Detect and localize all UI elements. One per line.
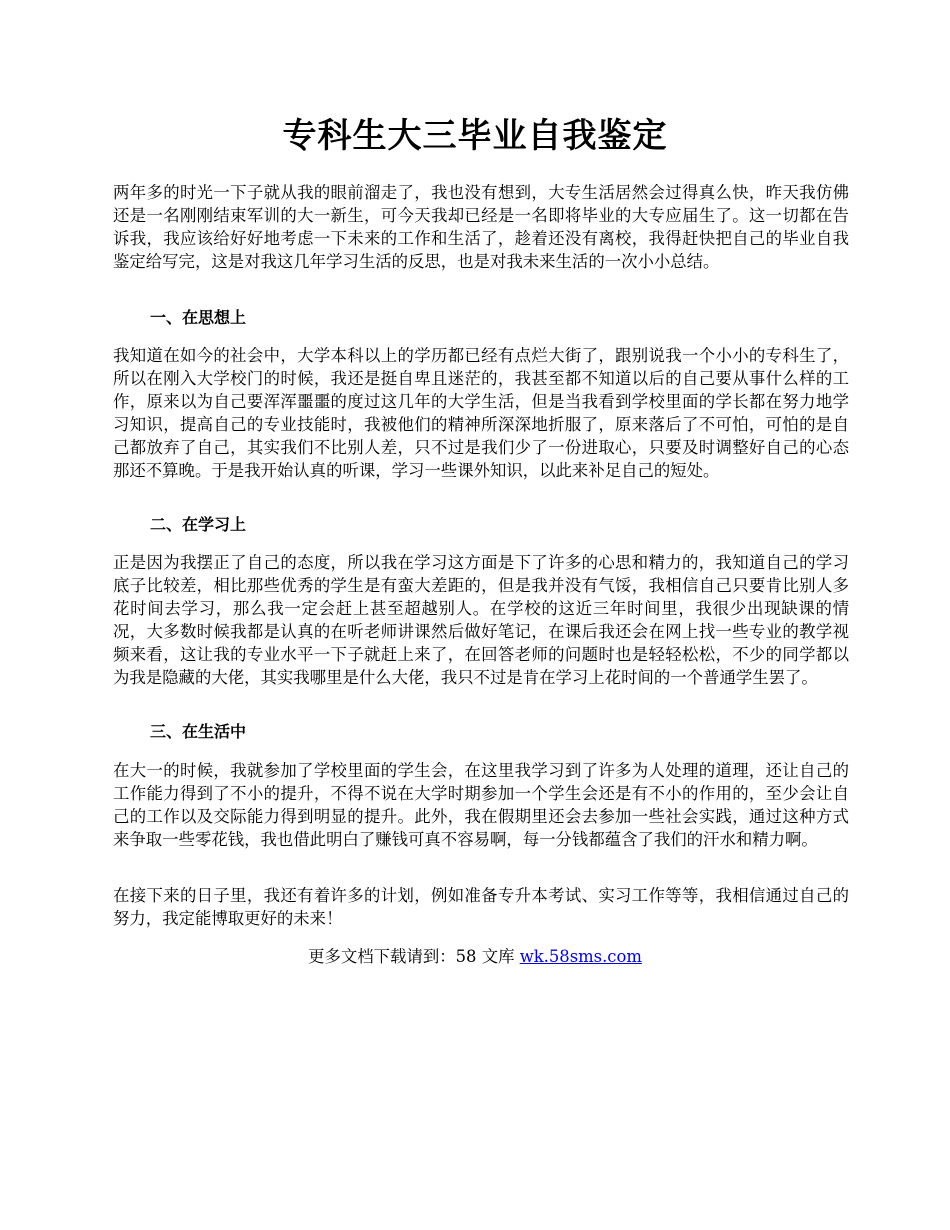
- closing-paragraph: 在接下来的日子里，我还有着许多的计划，例如准备专升本考试、实习工作等等，我相信通过自己的努力，我定能博取更好的未来！: [113, 886, 849, 928]
- document-title: 专科生大三毕业自我鉴定: [282, 116, 668, 156]
- section-heading-study: 二、在学习上: [150, 515, 247, 534]
- footer-link[interactable]: wk.58sms.com: [519, 947, 642, 966]
- section-body-thought: 我知道在如今的社会中，大学本科以上的学历都已经有点烂大街了，跟别说我一个小小的专科生了，所以在刚入大学校门的时候，我还是挺自卑且迷茫的，我甚至都不知道以后的自己要从事什么样的工作，原来以为自己要浑浑噩噩的度过这几年的大学生活，但是当我看到学校里面的学长都在努力地学习知识，提高自己的专业技能时，我被他们的精神所深深地折服了，原来落后了不可怕，可怕的是自己都放弃了自己，其实我们不比别人差，只不过是我们少了一份进取心，只要及时调整好自己的心态那还不算晚。于是我开始认真的听课，学习一些课外知识，以此来补足自己的短处。: [113, 346, 849, 480]
- section-heading-life: 三、在生活中: [150, 722, 247, 741]
- section-body-study: 正是因为我摆正了自己的态度，所以我在学习这方面是下了许多的心思和精力的，我知道自己的学习底子比较差，相比那些优秀的学生是有蛮大差距的，但是我并没有气馁，我相信自己只要肯比别人多花时间去学习，那么我一定会赶上甚至超越别人。在学校的这近三年时间里，我很少出现缺课的情况，大多数时候我都是认真的在听老师讲课然后做好笔记，在课后我还会在网上找一些专业的教学视频来看，这让我的专业水平一下子就赶上来了，在回答老师的问题时也是轻轻松松，不少的同学都以为我是隐藏的大佬，其实我哪里是什么大佬，我只不过是肯在学习上花时间的一个普通学生罢了。: [113, 553, 849, 687]
- footer-text: 更多文档下载请到：58 文库: [308, 947, 520, 966]
- footer-line: [0, 945, 950, 969]
- section-heading-thought: 一、在思想上: [150, 308, 247, 327]
- intro-paragraph: 两年多的时光一下子就从我的眼前溜走了，我也没有想到，大专生活居然会过得真么快，昨天我仿佛还是一名刚刚结束军训的大一新生，可今天我却已经是一名即将毕业的大专应届生了。这一切都在告诉我，我应该给好好地考虑一下未来的工作和生活了，趁着还没有离校，我得赶快把自己的毕业自我鉴定给写完，这是对我这几年学习生活的反思，也是对我未来生活的一次小小总结。: [113, 183, 849, 271]
- section-body-life: 在大一的时候，我就参加了学校里面的学生会，在这里我学习到了许多为人处理的道理，还让自己的工作能力得到了不小的提升，不得不说在大学时期参加一个学生会还是有不小的作用的，至少会让自己的工作以及交际能力得到明显的提升。此外，我在假期里还会去参加一些社会实践，通过这种方式来争取一些零花钱，我也借此明白了赚钱可真不容易啊，每一分钱都蕴含了我们的汗水和精力啊。: [113, 761, 849, 849]
